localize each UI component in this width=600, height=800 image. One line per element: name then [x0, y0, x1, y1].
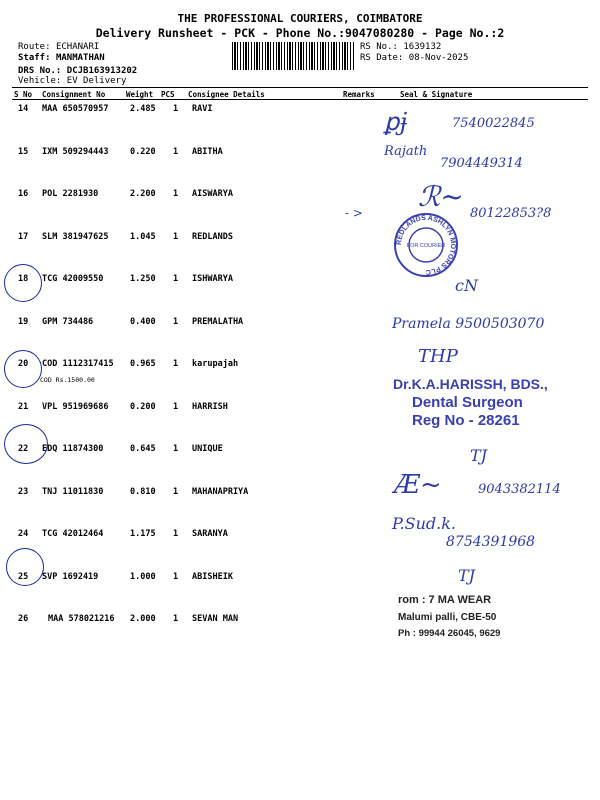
row-weight: 1.000	[130, 571, 156, 582]
rs-date-value: 08-Nov-2025	[408, 53, 469, 63]
route-line	[18, 42, 99, 52]
route-label: Route:	[18, 42, 51, 52]
col-consignment-header: Consignment No	[42, 90, 106, 99]
signature-r23: Æ~	[394, 470, 442, 500]
row-pcs: 1	[173, 146, 179, 157]
row-consignee: ABISHEIK	[192, 571, 233, 582]
phone-r15: 7904449314	[440, 156, 523, 171]
row-consignment-no: EDQ 11874300	[42, 444, 104, 454]
row-sno: 17	[18, 231, 29, 242]
row-sno: 24	[18, 529, 29, 539]
table-row	[0, 232, 600, 276]
vehicle-value: EV Delivery	[66, 76, 127, 86]
row-pcs: 1	[173, 316, 179, 327]
signature-r19: Pramela 9500503070	[392, 316, 545, 332]
row-weight: 2.000	[130, 614, 156, 624]
circle-mark-22	[4, 424, 48, 464]
rs-no-value: 1639132	[403, 42, 442, 52]
header-top-rule	[12, 87, 588, 88]
row-sno: 14	[18, 104, 29, 114]
row-pcs: 1	[173, 359, 179, 369]
signature-r14: ꝑɉ	[384, 108, 407, 136]
drs-line	[18, 66, 137, 76]
row-weight: 0.645	[130, 444, 156, 454]
mark-r25: TJ	[458, 566, 476, 585]
header-bottom-rule	[12, 99, 588, 100]
doctor-reg-stamp: Reg No - 28261	[412, 412, 520, 429]
row-weight: 1.250	[130, 274, 156, 284]
row-weight: 0.810	[130, 486, 156, 497]
row-weight: 2.485	[130, 104, 156, 114]
staff-line	[18, 53, 105, 63]
drs-value: DCJB163913202	[66, 66, 138, 76]
runsheet-subtitle: Delivery Runsheet - PCK - Phone No.:9047080280 - Page No.:2	[95, 26, 505, 40]
row-consignee: HARRISH	[192, 401, 228, 412]
row-cod-amount: COD Rs.1500.00	[40, 376, 95, 384]
row-sno: 16	[18, 189, 29, 199]
row-weight: 1.045	[130, 231, 156, 242]
row-pcs: 1	[173, 486, 179, 497]
col-remarks-header: Remarks	[343, 90, 375, 99]
phone-r23: 9043382114	[478, 482, 561, 497]
mark-r22: TJ	[470, 446, 488, 465]
phone-r14: 7540022845	[452, 116, 535, 131]
row-sno: 19	[18, 316, 29, 327]
row-consignment-no: COD 1112317415	[42, 359, 114, 369]
row-consignment-no: SLM 381947625	[42, 231, 109, 242]
col-pcs-header: PCS	[161, 90, 175, 99]
row-weight: 0.400	[130, 316, 156, 327]
row-consignee: AISWARYA	[192, 189, 233, 199]
row-consignment-no: TCG 42009550	[42, 274, 104, 284]
row-consignment-no: SVP 1692419	[42, 571, 99, 582]
row-consignment-no: TCG 42012464	[42, 529, 104, 539]
row-pcs: 1	[173, 274, 179, 284]
row-consignee: PREMALATHA	[192, 316, 244, 327]
row-weight: 1.175	[130, 529, 156, 539]
row-consignment-no: TNJ 11011830	[42, 486, 104, 497]
row-weight: 0.200	[130, 401, 156, 412]
row-weight: 0.965	[130, 359, 156, 369]
drs-label: DRS No.:	[18, 66, 62, 76]
row-sno: 26	[18, 614, 29, 624]
row-pcs: 1	[173, 401, 179, 412]
row-sno: 21	[18, 401, 29, 412]
shop-stamp-line1: rom : 7 MA WEAR	[398, 594, 492, 606]
row-sno: 15	[18, 146, 29, 157]
circle-mark-25	[6, 548, 44, 586]
row-pcs: 1	[173, 189, 179, 199]
table-row	[0, 614, 600, 658]
doctor-name-stamp: Dr.K.A.HARISSH, BDS.,	[393, 376, 548, 392]
row-pcs: 1	[173, 529, 179, 539]
route-value: ECHANARI	[55, 42, 100, 52]
row-sno: 22	[18, 444, 29, 454]
row-consignee: MAHANAPRIYA	[192, 486, 249, 497]
row-pcs: 1	[173, 231, 179, 242]
seal-center-text: FOR COURIER	[406, 243, 446, 249]
arrow-r16: - >	[345, 206, 363, 220]
row-pcs: 1	[173, 104, 179, 114]
rs-no-label: RS No.:	[360, 42, 398, 52]
staff-label: Staff:	[18, 53, 51, 63]
row-consignee: RAVI	[192, 104, 213, 114]
signature-r20: THP	[418, 346, 458, 367]
row-consignment-no: GPM 734486	[42, 316, 94, 327]
row-consignee: ISHWARYA	[192, 274, 233, 284]
row-pcs: 1	[173, 571, 179, 582]
signature-r15: Rajath	[384, 144, 428, 159]
col-consignee-header: Consignee Details	[188, 90, 265, 99]
row-consignment-no: MAA 650570957	[42, 104, 109, 114]
phone-r24: 8754391968	[446, 534, 536, 550]
row-consignment-no: IXM 509294443	[42, 146, 109, 157]
mark-r18: cN	[455, 276, 478, 295]
row-consignment-no: VPL 951969686	[42, 401, 109, 412]
row-sno: 23	[18, 486, 29, 497]
row-sno: 25	[18, 571, 29, 582]
col-weight-header: Weight	[126, 90, 154, 99]
row-consignee: SARANYA	[192, 529, 228, 539]
row-consignee: UNIQUE	[192, 444, 223, 454]
row-weight: 2.200	[130, 189, 156, 199]
row-consignee: SEVAN MAN	[192, 614, 239, 624]
shop-stamp-line2: Malumi palli, CBE-50	[398, 612, 497, 623]
row-consignee: karupajah	[192, 359, 239, 369]
row-consignee: REDLANDS	[192, 231, 233, 242]
rs-date-label: RS Date:	[360, 53, 404, 63]
doctor-title-stamp: Dental Surgeon	[412, 394, 523, 411]
company-title: THE PROFESSIONAL COURIERS, COIMBATORE	[177, 12, 423, 25]
row-consignment-no: MAA 578021216	[48, 614, 115, 624]
table-row	[0, 274, 600, 318]
seal-ring-text: REDLANDS ASHLYN MOTORS PLC	[395, 214, 457, 276]
row-pcs: 1	[173, 444, 179, 454]
barcode-image	[232, 42, 354, 70]
col-seal-header: Seal & Signature	[400, 90, 473, 99]
phone-r16: 80122853?8	[470, 206, 552, 221]
row-sno: 18	[18, 274, 29, 284]
row-weight: 0.220	[130, 146, 156, 157]
shop-stamp-line3: Ph : 99944 26045, 9629	[398, 628, 501, 639]
rs-date-line	[360, 53, 468, 63]
staff-value: MANMATHAN	[55, 53, 105, 63]
circle-mark-20	[4, 350, 42, 388]
circle-mark-18	[4, 264, 42, 302]
rs-no-line	[360, 42, 441, 52]
row-consignment-no: POL 2281930	[42, 189, 99, 199]
row-sno: 20	[18, 359, 29, 369]
vehicle-line	[18, 76, 126, 86]
vehicle-label: Vehicle:	[18, 76, 62, 86]
row-pcs: 1	[173, 614, 179, 624]
signature-r24: P.Sud.k.	[392, 514, 456, 533]
table-row	[0, 572, 600, 616]
row-consignee: ABITHA	[192, 146, 223, 157]
signature-r16: ℛ~	[418, 180, 464, 213]
col-sno-header: S No	[14, 90, 33, 99]
company-seal-stamp	[393, 212, 459, 278]
